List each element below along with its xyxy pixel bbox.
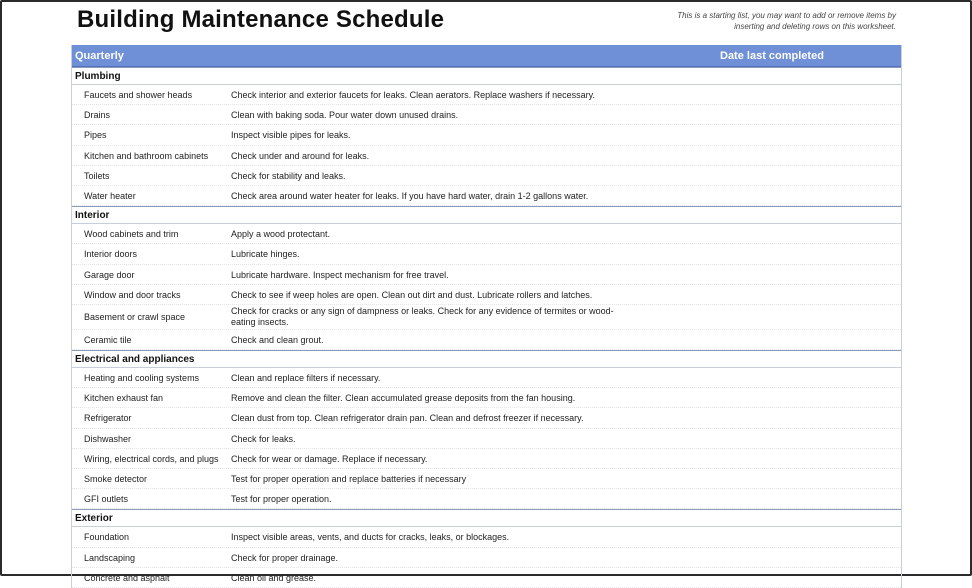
table-row bbox=[72, 146, 901, 166]
item-name: Foundation bbox=[84, 532, 130, 543]
task-description: Clean and replace filters if necessary. bbox=[231, 373, 381, 384]
item-name: Garage door bbox=[84, 269, 135, 280]
table-row bbox=[72, 285, 901, 305]
task-description: Inspect visible areas, vents, and ducts for cracks, leaks, or blockages. bbox=[231, 532, 510, 543]
table-row bbox=[72, 166, 901, 186]
table-row bbox=[72, 548, 901, 568]
item-name: Wiring, electrical cords, and plugs bbox=[84, 453, 219, 464]
item-name: GFI outlets bbox=[84, 494, 129, 505]
task-description: Check to see if weep holes are open. Clean out dirt and dust. Lubricate rollers and latches. bbox=[231, 289, 593, 300]
item-name: Concrete and asphalt bbox=[84, 572, 170, 583]
table-row bbox=[72, 469, 901, 489]
section-header: Interior bbox=[72, 206, 901, 224]
table-row bbox=[72, 265, 901, 285]
table-row bbox=[72, 224, 901, 244]
table-row bbox=[72, 527, 901, 547]
task-description: Clean oil and grease. bbox=[231, 572, 317, 583]
table-row bbox=[72, 244, 901, 264]
section-header: Plumbing bbox=[72, 67, 901, 85]
task-description: Check and clean grout. bbox=[231, 334, 324, 345]
item-name: Interior doors bbox=[84, 249, 138, 260]
task-description: Check for proper drainage. bbox=[231, 552, 339, 563]
table-row bbox=[72, 85, 901, 105]
task-description: Check for leaks. bbox=[231, 433, 296, 444]
task-description: Check under and around for leaks. bbox=[231, 150, 370, 161]
item-name: Faucets and shower heads bbox=[84, 90, 193, 100]
task-description: Clean dust from top. Clean refrigerator drain pan. Clean and defrost freezer if necessary. bbox=[231, 413, 584, 424]
task-description: Lubricate hinges. bbox=[231, 249, 300, 260]
item-name: Smoke detector bbox=[84, 474, 148, 484]
item-name: Pipes bbox=[84, 130, 107, 141]
section-header: Exterior bbox=[72, 509, 901, 527]
instruction-note: This is a starting list, you may want to add or remove items by inserting and deleting rows on this worksheet. bbox=[677, 11, 896, 31]
table-row bbox=[72, 408, 901, 428]
task-description: Inspect visible pipes for leaks. bbox=[231, 130, 351, 141]
table-row bbox=[72, 186, 901, 206]
table-row bbox=[72, 429, 901, 449]
task-description: Clean with baking soda. Pour water down unused drains. bbox=[231, 110, 459, 121]
item-name: Refrigerator bbox=[84, 413, 132, 424]
task-description: Test for proper operation. bbox=[231, 494, 332, 505]
item-name: Heating and cooling systems bbox=[84, 373, 200, 384]
item-name: Kitchen exhaust fan bbox=[84, 393, 164, 404]
page-title: Building Maintenance Schedule bbox=[77, 6, 445, 33]
task-description: Lubricate hardware. Inspect mechanism for free travel. bbox=[231, 269, 449, 280]
task-description: Check for wear or damage. Replace if necessary. bbox=[231, 453, 428, 464]
item-name: Drains bbox=[84, 110, 111, 121]
table-row bbox=[72, 449, 901, 469]
item-name: Water heater bbox=[84, 190, 136, 201]
table-row bbox=[72, 388, 901, 408]
task-description: Check for cracks or any sign of dampness or leaks. Check for any evidence of termites or wood-eating insects. bbox=[231, 305, 614, 327]
task-description: Check interior and exterior faucets for leaks. Clean aerators. Replace washers if necessary. bbox=[231, 90, 595, 100]
table-header bbox=[72, 45, 901, 67]
table-row bbox=[72, 568, 901, 588]
table-row bbox=[72, 105, 901, 125]
task-description: Apply a wood protectant. bbox=[231, 229, 331, 240]
table-row bbox=[72, 305, 901, 330]
table-row bbox=[72, 489, 901, 509]
header-date-last-completed: Date last completed bbox=[720, 50, 824, 62]
section-header: Electrical and appliances bbox=[72, 350, 901, 368]
item-name: Window and door tracks bbox=[84, 289, 181, 300]
item-name: Kitchen and bathroom cabinets bbox=[84, 150, 209, 161]
item-name: Toilets bbox=[84, 170, 110, 181]
task-description: Remove and clean the filter. Clean accumulated grease deposits from the fan housing. bbox=[231, 393, 576, 404]
task-description: Check area around water heater for leaks. If you have hard water, drain 1-2 gallons water. bbox=[231, 190, 589, 201]
table-body bbox=[72, 67, 901, 588]
task-description: Check for stability and leaks. bbox=[231, 170, 346, 181]
header-quarterly: Quarterly bbox=[75, 50, 124, 62]
item-name: Wood cabinets and trim bbox=[84, 229, 179, 240]
table-row bbox=[72, 368, 901, 388]
table-row bbox=[72, 125, 901, 145]
item-name: Basement or crawl space bbox=[84, 311, 186, 322]
item-name: Dishwasher bbox=[84, 433, 132, 444]
task-description: Test for proper operation and replace batteries if necessary bbox=[231, 474, 467, 484]
table-row bbox=[72, 330, 901, 350]
schedule-table bbox=[71, 45, 902, 588]
item-name: Ceramic tile bbox=[84, 334, 132, 345]
item-name: Landscaping bbox=[84, 552, 136, 563]
